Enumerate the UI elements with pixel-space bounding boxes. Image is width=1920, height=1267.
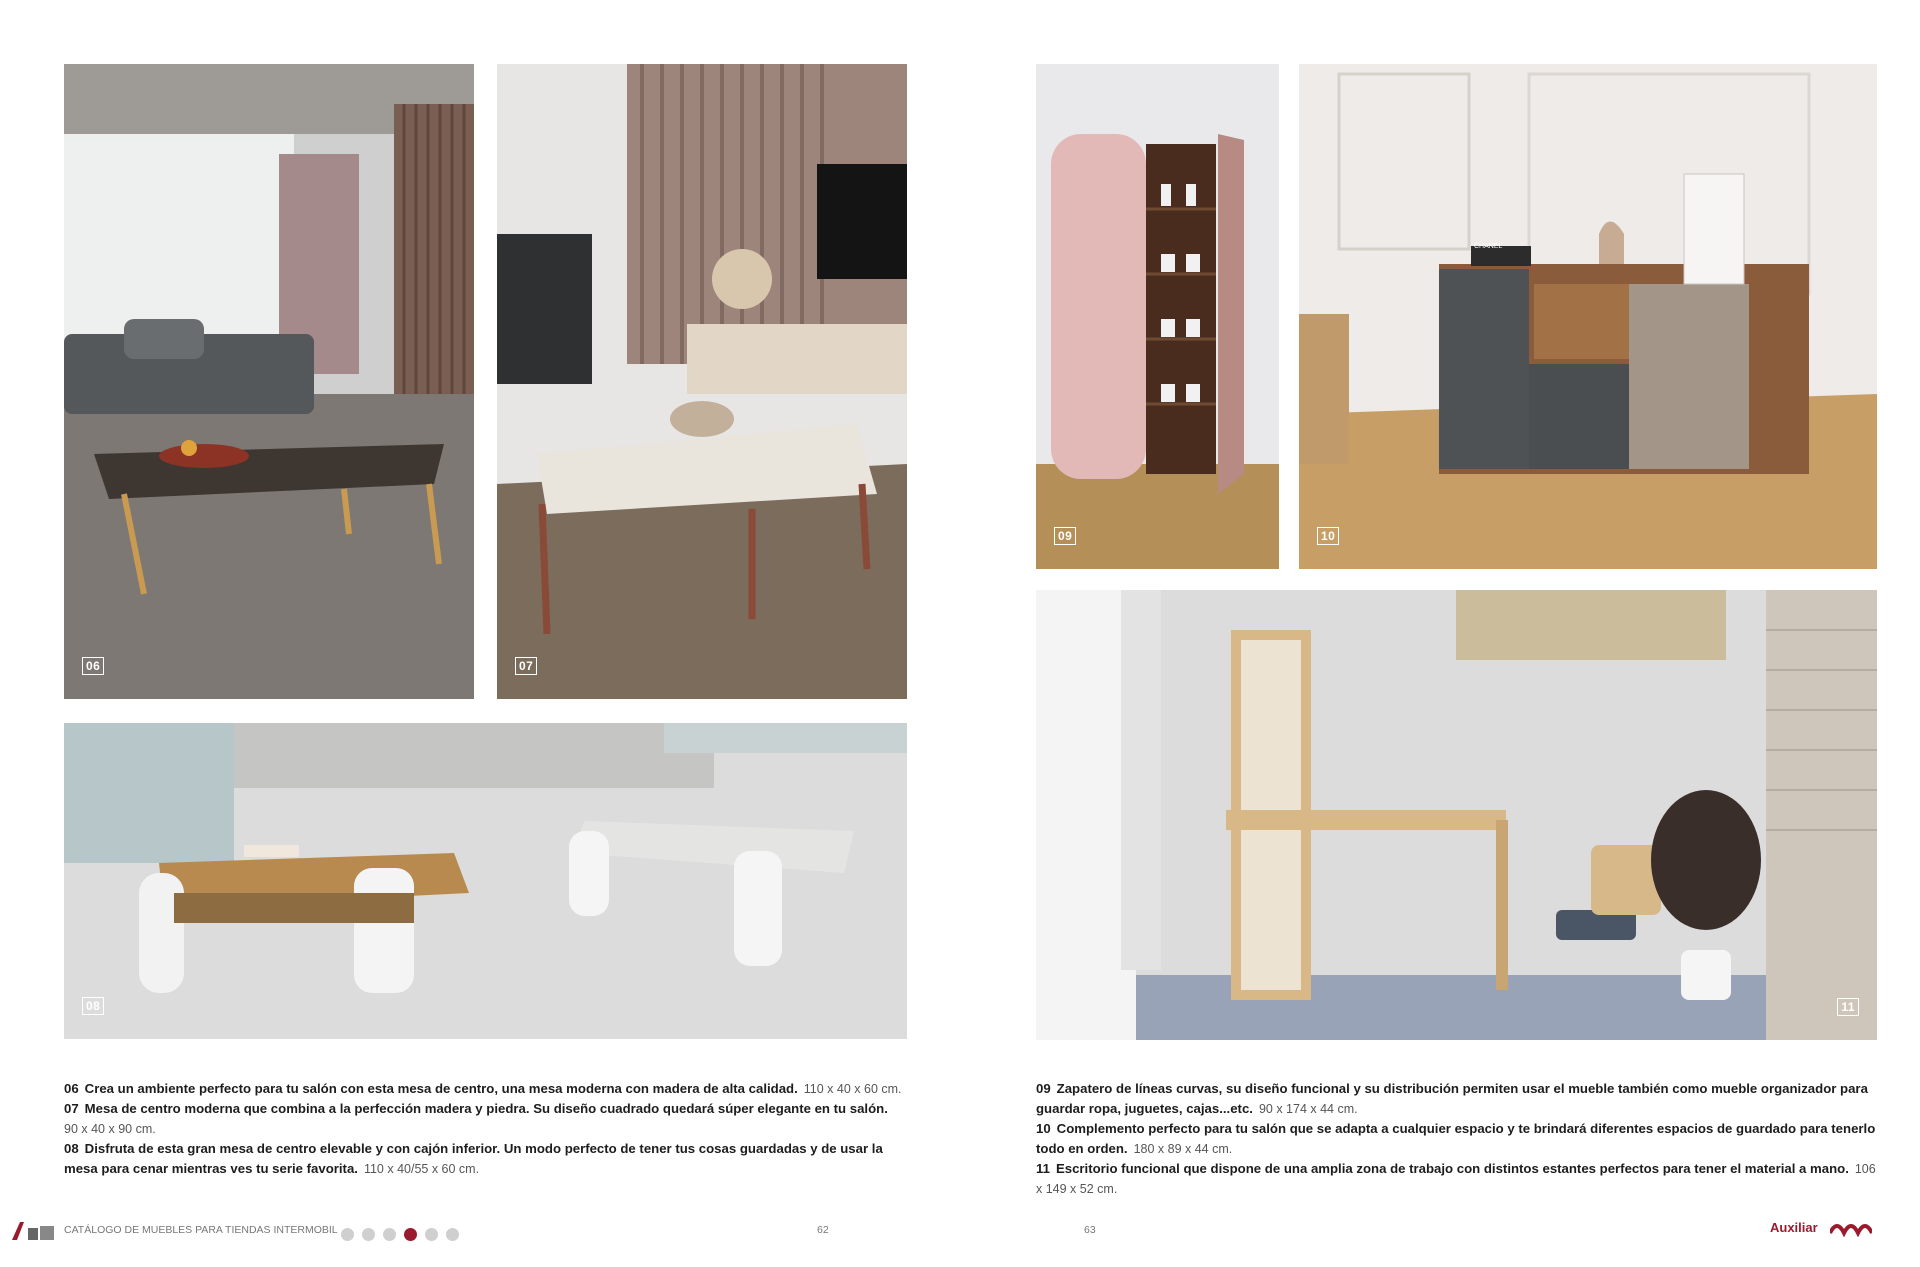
- caption-10: 10 Complemento perfecto para tu salón que se adapta a cualquier espacio y te brindará diferentes espacios de guardado para tenerlo todo en orden. 180 x 89 x 44 cm.: [1036, 1121, 1876, 1156]
- photo-number-tag: 08: [82, 997, 104, 1015]
- photo-11-desk: [1036, 590, 1877, 1040]
- section-label: Auxiliar: [1770, 1220, 1818, 1235]
- pager-dot[interactable]: [383, 1228, 396, 1241]
- page-pager: [341, 1228, 459, 1241]
- caption-06: 06 Crea un ambiente perfecto para tu salón con esta mesa de centro, una mesa moderna con madera de alta calidad. 110 x 40 x 60 cm.: [64, 1081, 902, 1096]
- page-number-left: 62: [817, 1224, 829, 1236]
- pager-dot[interactable]: [446, 1228, 459, 1241]
- photo-number-tag: 07: [515, 657, 537, 675]
- photo-09-shoe-cabinet: [1036, 64, 1279, 569]
- book-spine-text: CHANEL: [1474, 243, 1503, 250]
- caption-11: 11 Escritorio funcional que dispone de una amplia zona de trabajo con distintos estantes perfectos para tener el material a mano. 106 x 149 x 52 cm.: [1036, 1161, 1876, 1196]
- page-number-right: 63: [1084, 1224, 1096, 1236]
- photo-06-coffee-table: [64, 64, 474, 699]
- pager-dot[interactable]: [425, 1228, 438, 1241]
- pager-dot-active[interactable]: [404, 1228, 417, 1241]
- wave-icon: [1830, 1221, 1872, 1237]
- photo-number-tag: 09: [1054, 527, 1076, 545]
- photo-number-tag: 10: [1317, 527, 1339, 545]
- captions-left: [64, 1079, 914, 1179]
- caption-07: 07 Mesa de centro moderna que combina a la perfección madera y piedra. Su diseño cuadrado quedará súper elegante en tu salón. 90 x 40 x 90 cm.: [64, 1101, 888, 1136]
- catalog-title: CATÁLOGO DE MUEBLES PARA TIENDAS INTERMOBIL: [64, 1224, 338, 1236]
- photo-number-tag: 11: [1837, 998, 1859, 1016]
- pager-dot[interactable]: [341, 1228, 354, 1241]
- photo-number-tag: 06: [82, 657, 104, 675]
- caption-08: 08 Disfruta de esta gran mesa de centro elevable y con cajón inferior. Un modo perfecto de tener tus cosas guardadas y de usar la mesa para cenar mientras ves tu serie favorita. 110 x 40/55 x 60 cm.: [64, 1141, 883, 1176]
- captions-right: [1036, 1079, 1881, 1199]
- pager-dot[interactable]: [362, 1228, 375, 1241]
- intermobil-logo: [12, 1222, 56, 1240]
- photo-07-square-table: [497, 64, 907, 699]
- photo-08-lift-top-table: [64, 723, 907, 1039]
- caption-09: 09 Zapatero de líneas curvas, su diseño funcional y su distribución permiten usar el mueble también como mueble organizador para guardar ropa, juguetes, cajas...etc. 90 x 174 x 44 cm.: [1036, 1081, 1868, 1116]
- photo-10-sideboard: [1299, 64, 1877, 569]
